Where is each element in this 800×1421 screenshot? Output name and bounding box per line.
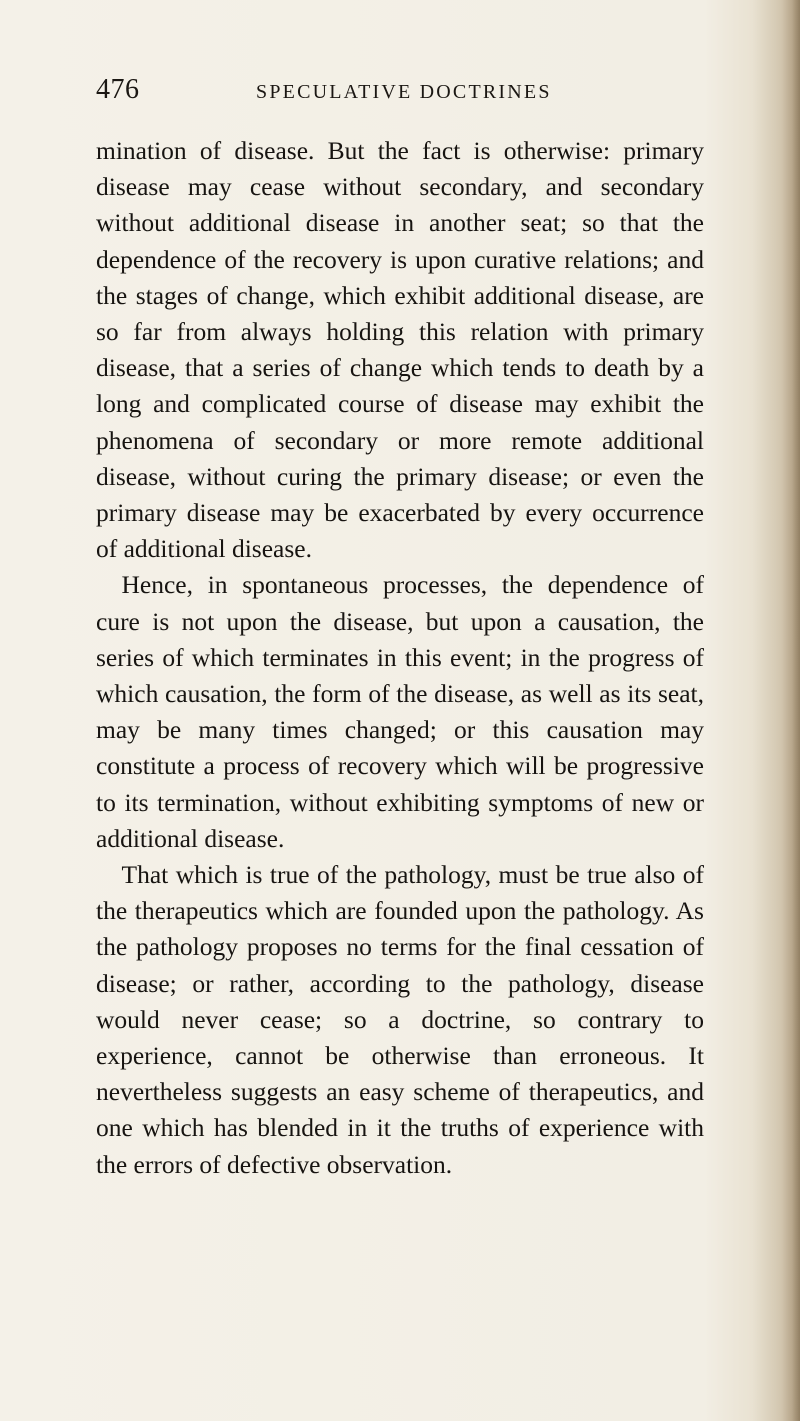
body-text — [96, 133, 704, 1183]
page-number: 476 — [96, 74, 140, 105]
page-edge-shadow — [782, 0, 800, 1421]
paragraph-2: Hence, in spontaneous processes, the dependence of cure is not upon the disease, but upon a causation, the series of which terminates in this event; in the progress of which causation, the form of the disease, as well as its seat, may be many times changed; or this causation may constitute a process of recovery which will be progressive to its termination, without exhibiting symptoms of new or additional disease. — [96, 570, 704, 853]
page-header — [96, 72, 704, 112]
paragraph-3: That which is true of the pathology, must be true also of the therapeutics which are founded upon the pathology. As the pathology proposes no terms for the final cessation of disease; or rather, according to the pathology, disease would never cease; so a doctrine, so contrary to experience, cannot be otherwise than erroneous. It nevertheless suggests an easy scheme of therapeutics, and one which has blended in it the truths of experience with the errors of defective observation. — [96, 860, 704, 1179]
running-head: SPECULATIVE DOCTRINES — [256, 81, 552, 103]
paragraph-1: mination of disease. But the fact is otherwise: primary disease may cease without secondary, and secondary without additional disease in another seat; so that the dependence of the recovery is upon curative relations; and the stages of change, which exhibit additional disease, are so far from always holding this relation with primary disease, that a series of change which tends to death by a long and complicated course of disease may exhibit the phenomena of secondary or more remote additional disease, without curing the primary disease; or even the primary disease may be exacerbated by every occurrence of additional disease. — [96, 136, 704, 564]
